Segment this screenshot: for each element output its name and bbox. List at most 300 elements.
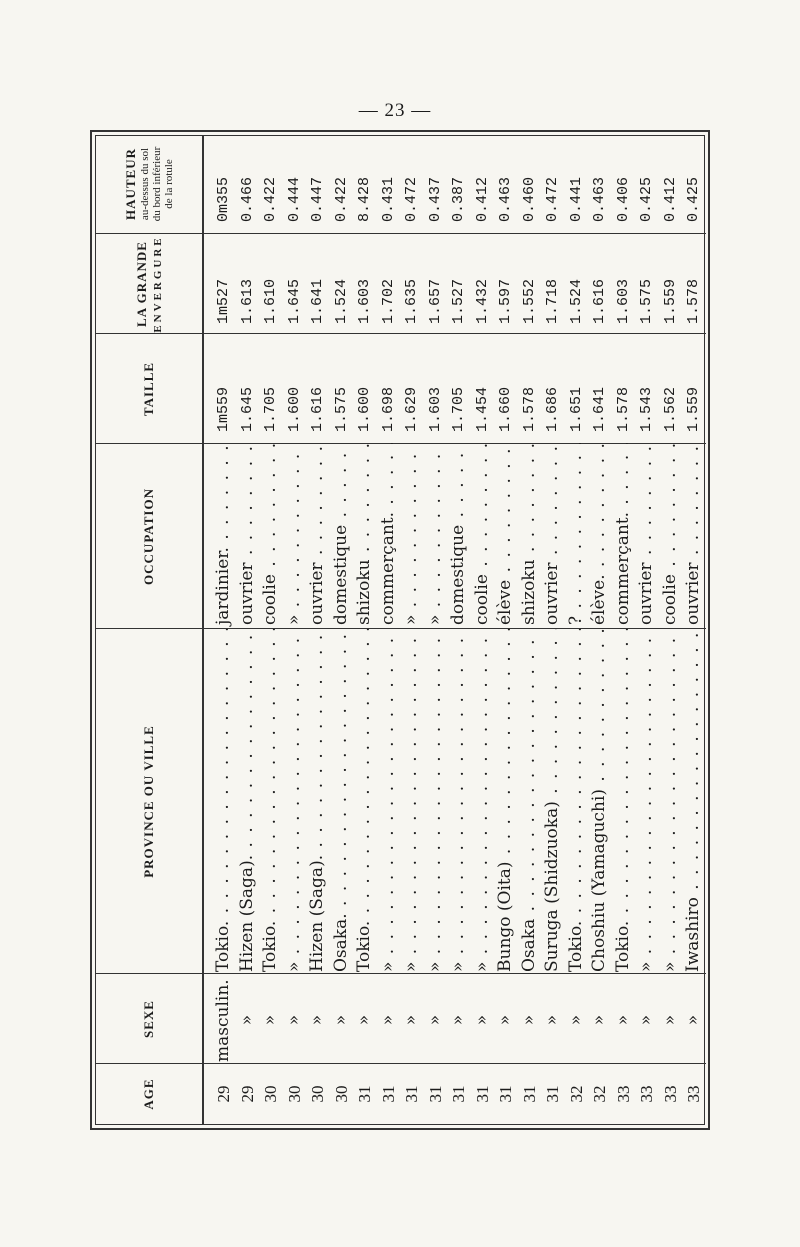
hauteur-cell-text: 0.444 [285,176,303,222]
province-cell [353,629,377,974]
hauteur-cell [353,122,377,234]
header-sexe-label: SEXE [141,1000,156,1038]
age-cell-text: 32 [590,1085,609,1103]
province-cell-text: Tokio. [565,920,586,972]
age-cell [424,1064,448,1124]
province-cell [447,629,471,974]
age-cell-text: 31 [355,1085,374,1103]
leader-dots [519,443,539,559]
leader-dots [354,443,374,559]
hauteur-cell-text: 0.412 [661,176,679,222]
envergure-cell [259,226,283,334]
occupation-cell [494,443,518,629]
leader-dots [401,629,421,962]
leader-dots [284,443,304,615]
hauteur-cell [635,122,659,234]
hauteur-cell [471,122,495,234]
leader-dots [660,443,680,574]
hauteur-cell [682,122,706,234]
province-cell-text: » [636,961,656,972]
sexe-cell-text: » [401,1014,421,1026]
envergure-cell [565,226,589,334]
hauteur-cell [259,122,283,234]
age-cell [330,1064,354,1124]
hauteur-cell-text: 0.412 [473,176,491,222]
table-row [424,136,448,1124]
sexe-cell-text: » [377,1014,398,1026]
envergure-cell [377,226,401,334]
taille-cell-text: 1.559 [685,386,702,432]
province-cell [424,629,448,974]
taille-cell [259,324,283,444]
table-row [377,136,401,1124]
envergure-cell-text: 1.702 [379,278,397,324]
leader-dots [472,443,492,574]
envergure-cell-text: 1.575 [638,278,655,324]
header-envergure [96,234,202,334]
age-cell [400,1064,424,1124]
taille-cell [588,324,612,444]
age-cell-text: 31 [496,1085,515,1103]
province-cell [236,629,260,974]
province-cell-text: Tokio. [213,920,233,972]
hauteur-cell-text: 0.422 [332,176,350,222]
age-cell-text: 31 [402,1085,421,1103]
leader-dots [495,629,515,861]
taille-cell [659,324,683,444]
occupation-cell [471,443,495,629]
envergure-cell-text: 1.616 [591,278,608,324]
province-cell [283,629,307,974]
age-cell [236,1064,260,1124]
province-cell [682,629,706,974]
taille-cell-text: 1.698 [379,386,397,432]
envergure-cell-text: 1.578 [685,278,702,324]
province-cell-text: Tokio. [612,920,633,972]
age-cell-text: 33 [637,1085,656,1103]
occupation-cell-text: jardinier. [213,547,233,625]
leader-dots [425,629,445,962]
taille-cell [565,324,589,444]
occupation-cell-text: ouvrier [683,562,703,625]
occupation-cell [447,443,471,629]
leader-dots [307,443,327,562]
envergure-cell [400,226,424,334]
province-cell [494,629,518,974]
age-cell-text: 31 [519,1085,539,1103]
province-cell-text: Iwashiro [683,897,703,972]
age-cell-text: 33 [684,1085,703,1103]
envergure-cell [518,226,542,334]
leader-dots [213,629,233,921]
envergure-cell-text: 1.603 [614,278,632,324]
header-occupation [96,444,202,629]
age-cell-text: 33 [660,1085,680,1103]
leader-dots [636,629,656,962]
occupation-cell-text: ouvrier [236,562,257,625]
hauteur-cell-text: 0.406 [614,176,632,222]
header-envergure-sub: ENVERGURE [152,235,164,333]
occupation-cell-text: ouvrier [542,562,562,625]
age-cell-text: 30 [331,1085,351,1103]
province-cell [541,629,565,974]
sexe-cell [259,976,283,1064]
sexe-cell [471,976,495,1064]
taille-cell-text: 1.645 [238,386,256,432]
leader-dots [448,629,468,962]
hauteur-cell-text: 8.428 [356,176,373,222]
table-row [330,136,354,1124]
leader-dots [472,629,492,962]
province-cell-text: Tokio. [354,920,374,972]
hauteur-cell [541,122,565,234]
hauteur-cell [283,122,307,234]
sexe-cell-text: » [424,1014,445,1026]
sexe-cell [541,976,565,1064]
hauteur-cell-text: 0.463 [591,176,608,222]
province-cell [518,629,542,974]
envergure-cell-text: 1.635 [403,278,420,324]
age-cell-text: 33 [613,1085,633,1103]
sexe-cell-text: » [283,1014,304,1026]
envergure-cell-text: 1.524 [567,278,585,324]
taille-cell-text: 1.543 [638,386,655,432]
age-cell-text: 30 [261,1085,280,1103]
leader-dots [683,629,703,897]
hauteur-cell [236,122,260,234]
occupation-cell [518,443,542,629]
sexe-cell-text: » [260,1014,280,1026]
hauteur-cell-text: 0.472 [544,176,561,222]
leader-dots [566,443,586,616]
taille-cell [541,324,565,444]
sexe-cell-text: » [542,1014,562,1026]
envergure-cell-text: 1.603 [356,278,373,324]
occupation-cell [236,443,260,629]
age-cell-text: 29 [214,1085,233,1103]
occupation-cell [588,443,612,629]
header-hauteur-line2: du bord inférieur [151,146,163,222]
table-row [541,136,565,1124]
occupation-cell [306,443,330,629]
province-cell [212,629,236,974]
header-envergure-title: LA GRANDE [134,241,149,327]
table-body [204,136,706,1124]
header-hauteur-line3: de la rotule [163,159,175,209]
age-cell [588,1064,612,1124]
leader-dots [589,443,609,574]
envergure-cell-text: 1.559 [661,278,679,324]
taille-cell-text: 1.603 [426,386,444,432]
province-cell-text: Suruga (Shidzuoka) [542,801,562,972]
age-cell [306,1064,330,1124]
table-row [588,136,612,1124]
taille-cell [353,324,377,444]
table-row [259,136,283,1124]
measurements-table [95,135,705,1125]
leader-dots [378,443,398,512]
envergure-cell-text: 1.552 [520,278,538,324]
occupation-cell-text: élève [495,579,515,625]
occupation-cell [283,443,307,629]
page-number: — 23 — [358,100,432,121]
age-cell [377,1064,401,1124]
sexe-cell [353,976,377,1064]
leader-dots [331,443,351,525]
sexe-cell [447,976,471,1064]
age-cell [212,1064,236,1124]
age-cell [659,1064,683,1124]
occupation-cell [330,443,354,629]
taille-cell-text: 1.686 [544,386,561,432]
occupation-cell-text: shizoku [518,559,539,625]
taille-cell-text: 1.651 [567,386,585,432]
occupation-cell [541,443,565,629]
taille-cell-text: 1.575 [332,386,350,432]
taille-cell-text: 1.454 [473,386,491,432]
hauteur-cell [212,122,236,234]
sexe-cell [400,976,424,1064]
taille-cell-text: 1.641 [591,386,608,432]
envergure-cell-text: 1.718 [544,278,561,324]
envergure-cell-text: 1.432 [473,278,491,324]
envergure-cell-text: 1.657 [426,278,444,324]
hauteur-cell-text: 0.447 [309,176,326,222]
occupation-cell-text: ouvrier [307,562,327,625]
taille-cell [494,324,518,444]
leader-dots [354,629,374,921]
age-cell [565,1064,589,1124]
province-cell-text: » [401,961,421,972]
envergure-cell [236,226,260,334]
leader-dots [683,443,703,562]
table-row [659,136,683,1124]
envergure-cell [541,226,565,334]
taille-cell [377,324,401,444]
sexe-cell [236,976,260,1064]
sexe-cell-text: » [612,1014,633,1026]
age-cell-text: 31 [472,1085,492,1103]
leader-dots [613,629,633,921]
age-cell-text: 32 [566,1085,586,1103]
province-cell-text: » [471,961,492,972]
age-cell [612,1064,636,1124]
sexe-cell-text: » [659,1014,680,1026]
taille-cell-text: 1.578 [614,386,632,432]
province-cell-text: Hizen (Saga). [236,854,257,972]
sexe-cell [283,976,307,1064]
province-cell [330,629,354,974]
taille-cell-text: 1.600 [285,386,303,432]
province-cell [471,629,495,974]
table-row [236,136,260,1124]
province-cell [659,629,683,974]
header-occupation-label: OCCUPATION [141,488,156,585]
age-cell-text: 31 [449,1085,468,1103]
taille-cell-text: 1.562 [661,386,679,432]
hauteur-cell-text: 0.422 [262,176,279,222]
table-row [353,136,377,1124]
hauteur-cell [330,122,354,234]
leader-dots [519,629,539,919]
hauteur-cell [377,122,401,234]
occupation-cell-text: coolie [260,574,280,625]
province-cell-text: » [377,961,398,972]
table-row [471,136,495,1124]
taille-cell-text: 1.616 [309,386,326,432]
table-row [565,136,589,1124]
sexe-cell-text: » [683,1014,703,1026]
envergure-cell-text: 1.641 [309,278,326,324]
taille-cell [635,324,659,444]
taille-cell [306,324,330,444]
sexe-cell-text: » [448,1014,468,1026]
occupation-cell [424,443,448,629]
sexe-cell [306,976,330,1064]
leader-dots [260,443,280,574]
leader-dots [589,629,609,789]
hauteur-cell [424,122,448,234]
sexe-cell-text: » [589,1014,609,1026]
taille-cell [400,324,424,444]
sexe-cell-text: » [236,1014,257,1026]
taille-cell [212,324,236,444]
hauteur-cell-text: 0.472 [403,176,420,222]
age-cell [259,1064,283,1124]
occupation-cell-text: ? [565,615,586,625]
sexe-cell-text: » [565,1014,586,1026]
leader-dots [660,629,680,962]
taille-cell-text: 1.660 [497,386,514,432]
header-province [96,629,202,974]
table-row [447,136,471,1124]
table-row [283,136,307,1124]
hauteur-cell [518,122,542,234]
occupation-cell-text: » [401,614,421,625]
sexe-cell-text: » [495,1014,515,1026]
province-cell-text: » [283,961,304,972]
taille-cell-text: 1.705 [450,386,467,432]
province-cell [377,629,401,974]
age-cell-text: 31 [425,1085,445,1103]
header-hauteur [96,134,202,234]
leader-dots [213,443,233,547]
occupation-cell-text: shizoku [354,559,374,625]
province-cell-text: Osaka. [330,913,351,972]
leader-dots [542,629,562,801]
taille-cell [424,324,448,444]
province-cell-text: » [659,961,680,972]
leader-dots [613,443,633,512]
header-sexe [96,974,202,1064]
province-cell-text: » [424,961,445,972]
occupation-cell [377,443,401,629]
hauteur-cell-text: 0.387 [450,176,467,222]
table-row [635,136,659,1124]
occupation-cell-text: élève. [589,574,609,625]
age-cell [518,1064,542,1124]
hauteur-cell [588,122,612,234]
hauteur-cell-text: 0.425 [685,176,702,222]
province-cell-text: Tokio. [260,920,280,972]
age-cell-text: 30 [284,1085,304,1103]
envergure-cell [212,226,236,334]
occupation-cell [400,443,424,629]
taille-cell-text: 1.705 [262,386,279,432]
hauteur-cell-text: 0.466 [238,176,256,222]
table-row [518,136,542,1124]
sexe-cell [377,976,401,1064]
taille-cell-text: 1m559 [215,386,232,432]
envergure-cell [283,226,307,334]
envergure-cell-text: 1m527 [215,278,232,324]
age-cell-text: 30 [308,1085,327,1103]
hauteur-cell-text: 0.460 [520,176,538,222]
envergure-cell-text: 1.527 [450,278,467,324]
taille-cell-text: 1.629 [403,386,420,432]
province-cell-text: Choshiu (Yamaguchi) [589,789,609,972]
occupation-cell-text: coolie [471,574,492,625]
table-row [400,136,424,1124]
sexe-cell-text: » [330,1014,351,1026]
taille-cell-text: 1.578 [520,386,538,432]
table-row [212,136,236,1124]
hauteur-cell-text: 0m355 [215,176,232,222]
leader-dots [331,629,351,913]
hauteur-cell-text: 0.431 [379,176,397,222]
age-cell [635,1064,659,1124]
occupation-cell [259,443,283,629]
leader-dots [542,443,562,562]
occupation-cell-text: coolie [659,574,680,625]
header-age [96,1064,202,1124]
leader-dots [425,443,445,615]
sexe-cell-text: masculin. [213,979,233,1062]
taille-cell [682,324,706,444]
hauteur-cell [494,122,518,234]
age-cell [494,1064,518,1124]
hauteur-cell-text: 0.463 [497,176,514,222]
age-cell [447,1064,471,1124]
age-cell [682,1064,706,1124]
province-cell [612,629,636,974]
leader-dots [260,629,280,921]
envergure-cell [353,226,377,334]
taille-cell [518,324,542,444]
taille-cell [283,324,307,444]
envergure-cell [612,226,636,334]
age-cell [471,1064,495,1124]
taille-cell [471,324,495,444]
province-cell-text: » [448,961,468,972]
leader-dots [307,629,327,855]
age-cell [541,1064,565,1124]
occupation-cell-text: » [424,614,445,625]
taille-cell-text: 1.600 [356,386,373,432]
envergure-cell-text: 1.645 [285,278,303,324]
leader-dots [566,629,586,921]
occupation-cell-text: commerçant. [612,511,633,625]
sexe-cell [682,976,706,1064]
envergure-cell [659,226,683,334]
hauteur-cell [447,122,471,234]
envergure-cell-text: 1.524 [332,278,350,324]
hauteur-cell-text: 0.437 [426,176,444,222]
envergure-cell [471,226,495,334]
province-cell-text: Hizen (Saga). [307,854,327,972]
table-row [612,136,636,1124]
hauteur-cell-text: 0.425 [638,176,655,222]
